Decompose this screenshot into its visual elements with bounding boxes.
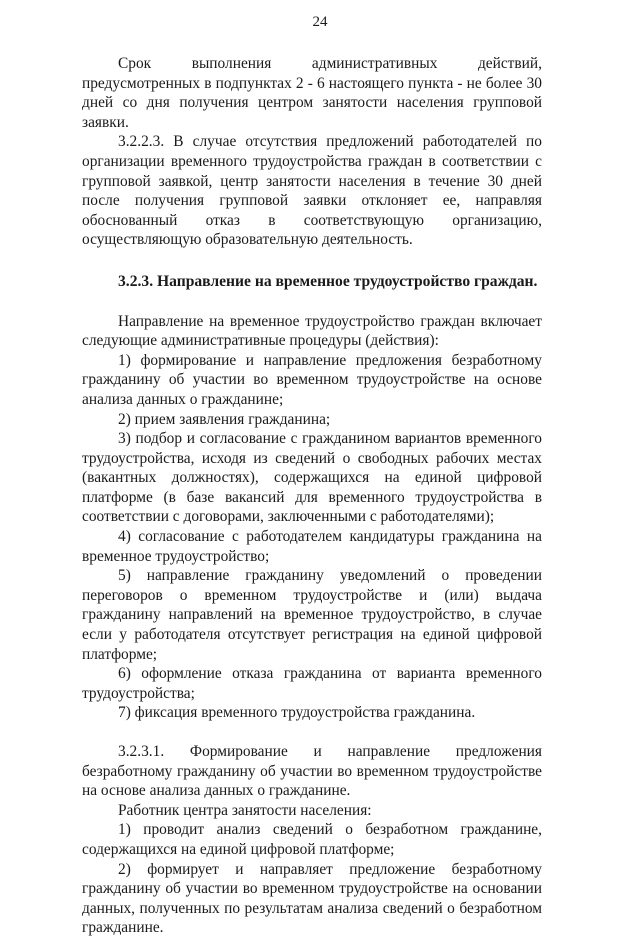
paragraph-spacer <box>82 723 542 742</box>
clause-3-2-2-3-paragraph: 3.2.2.3. В случае отсутствия предложений работодателей по организации временного трудоустройства граждан в соответствии с групповой заявкой, центр занятости населения в течение 30 дней после получения групповой заявки отклоняет ее, направляя обоснованный отказ в соответствующую организацию, осуществляющую образовательную деятельность. <box>82 133 542 249</box>
procedure-item-4: 4) согласование с работодателем кандидатуры гражданина на временное трудоустройство; <box>82 528 542 565</box>
page-number: 24 <box>312 14 328 30</box>
procedure-item-5: 5) направление гражданину уведомлений о проведении переговоров о временном трудоустройстве и (или) выдача гражданину направлений на временное трудоустройство, в случае если у работодателя отсутствует регистрация на единой цифровой платформе; <box>82 567 542 663</box>
subsection-lead: Работник центра занятости населения: <box>118 801 372 819</box>
subsection-item-1: 1) проводит анализ сведений о безработном гражданине, содержащихся на единой цифровой платформе; <box>82 821 542 858</box>
procedures-intro: Направление на временное трудоустройство граждан включает следующие административные процедуры (действия): <box>82 312 542 350</box>
procedure-item-2: 2) прием заявления гражданина; <box>118 410 331 428</box>
procedure-item-3: 3) подбор и согласование с гражданином вариантов временного трудоустройства, исходя из сведений о свободных рабочих местах (вакантных должностях), содержащихся на единой цифровой платформе (в базе вакансий для временного трудоустройства в соответствии с договорами, заключенными с работодателями); <box>82 430 542 526</box>
document-body <box>82 54 542 938</box>
procedure-item-7: 7) фиксация временного трудоустройства гражданина. <box>118 704 476 722</box>
subsection-item-2: 2) формирует и направляет предложение безработному гражданину об участии во временном трудоустройстве на основании данных, полученных по результатам анализа сведений о безработном гражданине. <box>82 860 542 937</box>
deadline-paragraph: Срок выполнения административных действий, предусмотренных в подпунктах 2 - 6 настоящего пункта - не более 30 дней со дня получения центром занятости населения групповой заявки. <box>82 55 542 131</box>
procedure-item-1: 1) формирование и направление предложения безработному гражданину об участии во временном трудоустройстве на основе анализа данных о гражданине; <box>82 351 542 408</box>
section-heading: 3.2.3. Направление на временное трудоустройство граждан. <box>118 272 538 290</box>
subsection-title: 3.2.3.1. Формирование и направление предложения безработному гражданину об участии во временном трудоустройстве на основе анализа данных о гражданине. <box>82 743 542 800</box>
procedure-item-6: 6) оформление отказа гражданина от варианта временного трудоустройства; <box>82 665 542 702</box>
